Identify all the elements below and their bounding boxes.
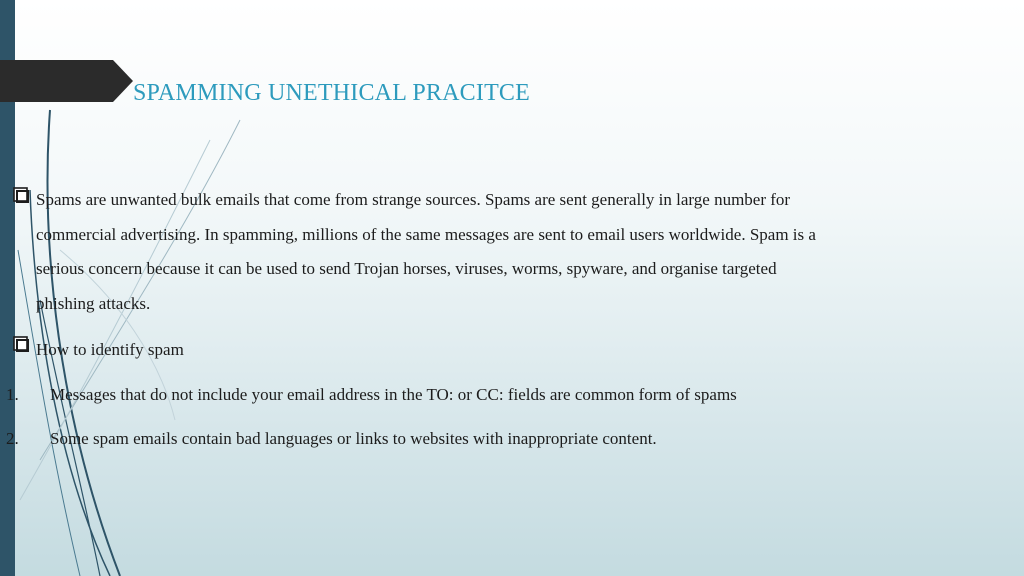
list-item-2: Some spam emails contain bad languages or links to websites with inappropriate content. (50, 429, 657, 448)
bullet1-line-2: commercial advertising. In spamming, millions of the same messages are sent to email users worldwide. Spam is a (36, 225, 816, 244)
bullet1-line-3: serious concern because it can be used to send Trojan horses, viruses, worms, spyware, and organise targeted (36, 259, 777, 278)
bullet1-line-4: phishing attacks. (36, 294, 151, 313)
list-number-1: 1. (6, 385, 19, 404)
bullet1-line-1: Spams are unwanted bulk emails that come from strange sources. Spams are sent generally in large number for (36, 190, 791, 209)
bullet2-text: How to identify spam (36, 340, 184, 359)
list-item-1: Messages that do not include your email address in the TO: or CC: fields are common form of spams (50, 385, 737, 404)
checkbox-bullet-icon (13, 187, 29, 203)
list-number-2: 2. (6, 429, 19, 448)
slide-title: SPAMMING UNETHICAL PRACITCE (133, 80, 530, 106)
checkbox-bullet-icon (13, 336, 29, 352)
